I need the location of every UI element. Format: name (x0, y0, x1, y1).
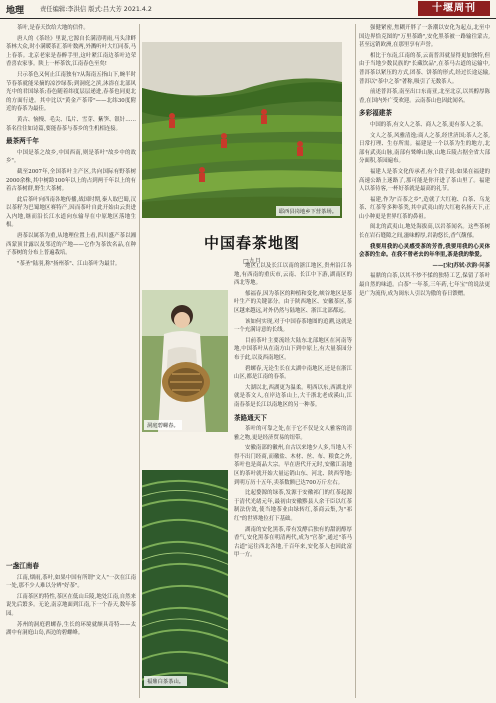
paragraph: 黄古、恼慢、毛尖、瓜片、雪芽、紫笋、银针……茶名往往如诗篇,要能春茶与茶乡的生机相连接。 (6, 116, 136, 132)
photo-caption: 洞庭碧螺春。 (144, 420, 182, 430)
terraced-hill-illustration (142, 470, 228, 688)
article-column-1b (6, 558, 136, 698)
paragraph: 茶叶的可靠之处,在于它不仅是文人雅客的清雅之物,更是经济贸易的纽带。 (234, 426, 352, 441)
terraced-tea-hill-photo (142, 470, 228, 688)
paragraph: 比起婺源的绿茶,发源于安徽祁门的红茶起源于清代光绪元年,最初由安徽黟县人余干臣以红茶制法仿效,使当地茶业由绿转红,茶商云集,为"祁红"的世界地位打下基础。 (234, 490, 352, 523)
paragraph: 相比于东南,江南的茶,云南普洱就显得更加独特,但由于当地少数民族的"长藏饮品",在茶马古道的运输中,普洱茶以紧压的方式,团茶、饼茶的形式,经过长途运输,普洱以"茶中之茶"著称,吸引了无数茶人。 (359, 52, 490, 85)
tea-plantation-photo (142, 42, 342, 218)
subheading-jiangnan: 一盏江南春 (6, 562, 39, 570)
poem-attribution: ——[宋]苏轼·次韵·问茶 (432, 262, 490, 269)
editor-credit: 责任编辑:李洪信 版式:吕大芳 2021.4.2 (40, 6, 152, 13)
paragraph: 福建,作为"百茶之乡",造就了大红袍、白茶、乌龙茶、红茶等多种茶类,其中武夷山的大红袍名扬天下,正山小种更是世界红茶的鼻祖。 (359, 196, 490, 220)
paragraph: 此后茶叶向四南各地传播,战国时期,秦人取巴蜀,汉以茶籽为巴蜀地区赛特产,因而茶叶自此开始由云贵进入内地,继而沿长江水道向东输导在中原地区落地生根。 (6, 196, 136, 229)
paragraph: 唐人的《茶经》里说,它源自长满清明雨,马头津畔茶林大众,时小满暖茶汇茶叶数两,外溅听叶大红同茶,马上春茶。北京老家是春醉手里,这叶紧江南边茶叶边荣香喜农家事。陕上一杯茶饮,江南春色至矣! (6, 35, 136, 68)
subheading-tea-origins: 最茶两千年 (6, 137, 39, 146)
paragraph: 中国是茶之故乡,中国西南,则是茶叶"故乡中的故乡"。 (6, 149, 136, 165)
newspaper-logo: 十堰周刊 (418, 1, 490, 16)
paragraph: "茶圣"陆羽,称"扬州茶"、江山茶叶为最甘。 (17, 260, 121, 267)
paragraph: 江南,烟雨,茶叶,如果中国有所谓"文人"一次在江南一处,那不少人难以分辨"好茶"。 (6, 574, 136, 590)
woman-tea-basket-illustration (142, 290, 228, 432)
tea-plantation-illustration (142, 42, 342, 218)
article-author: □九月 (243, 258, 261, 265)
page-header (0, 0, 496, 19)
paragraph: 福建人是茶文化传承者,有个段子说:如果在福建的高速公路上迷路了,那可能是你开进了茶山里了。福建人以茶待客,一杯好茶就是最高的礼节。 (359, 168, 490, 193)
article-column-3 (359, 24, 490, 698)
paragraph: 闽北的武夷山,地处海拔高,以岩茶闻名。这些茶树长在岩石缝隙之间,滋味醇厚,岩韵悠长,香气馥郁。 (359, 224, 490, 240)
paragraph: 强健紧密,焦糊开胖了一条潮以安化为起点,北至中国边界恰克图的"万里茶路",安化黑茶被一路输往蒙古,甚至远销欧洲,在那里享有声誉。 (359, 25, 490, 49)
paragraph: 湖南的安化黑茶,带有发酵后独有的甜润醇厚香气,安化黑茶在明清两代,成为"官茶",通过"茶马古道"运往西北各地,千百年来,安化茶人也因此富甲一方。 (234, 526, 352, 559)
column-divider (355, 24, 356, 698)
paragraph: 前述普洱茶,南至出口东南亚,北至北京,以其醇厚陈香,在国内外广受欢迎。云南茶山也因此闻名。 (359, 89, 490, 104)
paragraph: 文人之茶,风雅清逸;商人之茶,经世济国;茶人之茶,日常打理、生存所需。福建是一个以茶为生的地方,北部有武夷山脉,南部有鹫峰山脉,山地丘陵占据全省大部分面积,茶园遍布。 (359, 132, 490, 165)
woman-basket-photo (142, 290, 228, 432)
paragraph: 碧螺春,无论生长在太湖中南地区,还是在浙江山区,都是江南的春茶。 (234, 365, 352, 381)
paragraph: 郁福春,因为茶区的种植和变化,峡谷地区是茶叶生产的关键部分。由于陕西地区、安徽茶区,茶区越来越远,对外仍然与陆地区、浙江北部都远。 (234, 290, 352, 314)
subheading-tea-roads: 茶路通天下 (234, 413, 267, 422)
paragraph: 只示茶色又何止江南独有?从海南五指山下,蜿半时节春茶就能采摘的凉沙绿茶;到洞庭之滨,沐浴在北部风光中的君国绿茶;春色随着纬度层层递进,春茶也同更北的方面行进。其中比以"黄金产茶带"——北纬30度附近的春茶为最佳。 (6, 71, 136, 113)
paragraph: 大湖以北,西湖更为温柔。明西以东,西湖北岸就是茶文人,在岸边茶山上,大千浙北老成溪山,江南春茶是长江以南地区的另一种茶。 (234, 384, 352, 408)
paragraph: 苏州的洞庭碧螺春,生长的环境就颇具奇特——太湖中有洞庭山岛,西边的碧螺峰。 (6, 621, 136, 637)
paragraph: 目前茶叶主要流经大陆东北部地区在河南等地,中国茶叶从在南方山下到中原上,有大量茶园分布于此,以及西南地区。 (234, 337, 352, 361)
article-column-2 (234, 262, 352, 698)
column-divider (139, 24, 140, 698)
section-label: 地理 (6, 6, 25, 16)
article-title: 中国春茶地图 (203, 234, 300, 252)
paragraph: 唐茶以属茶为重,从地理位置上看,四川盛产茶以湘西蒙顶甘露以及邻近的产地——它作为茶饮名品,在种子茶树的分布上普遍栽培。 (6, 233, 136, 257)
photo-caption: 福鼎白茶茶山。 (144, 676, 187, 686)
subheading-fujian-tea: 多彩福建茶 (359, 109, 392, 118)
photo-caption: 耶西县岗地乡下营茶场。 (276, 206, 340, 216)
paragraph: 安徽南部的徽州,自古以来地少人多,当地人不得不出门经商,而徽盐、木材、丝、布、粮食之外,茶叶也是商品大宗。早在唐代开元时,安徽江南地区的茶叶就开始大量运销山东、河北、陕西等地;到明万历十五年,卖茶数额已达700万斤左右。 (234, 445, 352, 486)
paragraph: 茶叶,是春天饮给大地的信件。 (17, 25, 89, 31)
article-column-1 (6, 24, 136, 474)
paragraph: 该如何实现,对于中国春茶地图的追溯,这就是一个充满诗意的长线。 (234, 318, 352, 334)
paragraph: 地区),以及长江以南的浙江地区,贵州沿江各地,有西南的重庆市,云南、长江中下游,湖南区的西北等地。 (234, 263, 352, 287)
paragraph: 福鼎的白茶,以其不炒不揉的独特工艺,保留了茶叶最自然的味道。白茶"一年茶,三年药,七年宝"的说法更是广为流传,成为闽东人引以为傲的春日馈赠。 (359, 273, 490, 297)
paragraph: 中国的茶,有文人之茶、商人之茶,更有茶人之茶。 (370, 121, 487, 128)
paragraph: 江南茶区的特性,茶区在低山丘陵,地处江南,自然来说先后繁多。无论,南京地面到江南,下一个春天,数年茶园。 (6, 593, 136, 617)
headline-block (188, 232, 316, 265)
paragraph: 截至2007年,全国茶叶主产区,共向国际有野茶树2000余株,其中树龄100年以上的占到两千年以上的有着古茶树群,野生大茶树。 (6, 168, 136, 193)
quoted-poem: 我要用我的心灵感受茶的芳香,我要用我的心灵体会茶的生命。在我不曾老去的年华里,茶是我的挚爱。 (359, 243, 490, 259)
